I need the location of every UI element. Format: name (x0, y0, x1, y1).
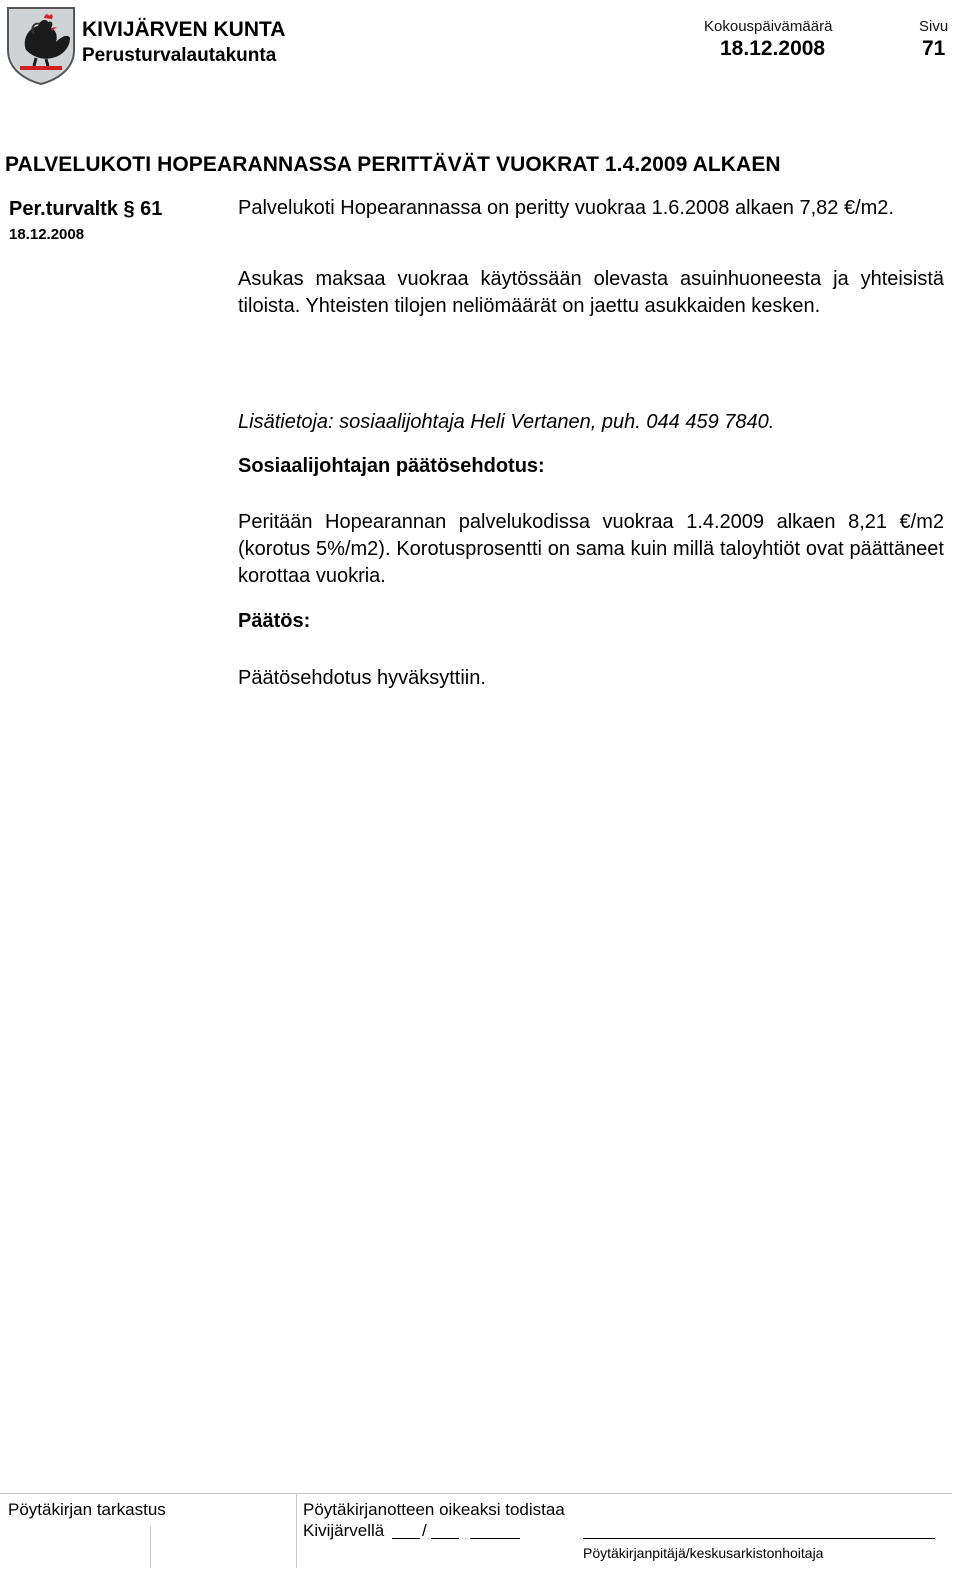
place-label: Kivijärvellä (303, 1521, 385, 1540)
coat-of-arms-rooster-icon (4, 4, 78, 86)
signer-title: Pöytäkirjanpitäjä/keskusarkistonhoitaja (583, 1545, 824, 1561)
decision-heading: Päätös: (238, 610, 311, 632)
certify-label: Pöytäkirjanotteen oikeaksi todistaa (303, 1500, 565, 1519)
footer-divider (150, 1526, 151, 1568)
page-number: 71 (922, 37, 946, 60)
signature-line (583, 1538, 935, 1539)
date-year-blank (470, 1538, 520, 1539)
meeting-date-label: Kokouspäivämäärä (704, 18, 833, 35)
section-date: 18.12.2008 (9, 226, 85, 243)
organization-name: KIVIJÄRVEN KUNTA (82, 18, 286, 41)
footer-divider (296, 1493, 297, 1568)
page-label: Sivu (919, 18, 949, 35)
proposal-heading: Sosiaalijohtajan päätösehdotus: (238, 455, 545, 477)
date-separator: / (422, 1521, 427, 1540)
committee-name: Perusturvalautakunta (82, 45, 277, 66)
contact-info: Lisätietoja: sosiaalijohtaja Heli Vertanen, puh. 044 459 7840. (238, 411, 775, 433)
meeting-date: 18.12.2008 (720, 37, 826, 60)
decision-text: Päätösehdotus hyväksyttiin. (238, 667, 486, 689)
review-label: Pöytäkirjan tarkastus (8, 1500, 166, 1519)
paragraph-rent-basis: Asukas maksaa vuokraa käytössään olevasta asuinhuoneesta ja yhteisistä tiloista. Yhteisten tilojen neliömäärät on jaettu asukkaiden kesken. (238, 268, 944, 317)
date-month-blank (431, 1538, 459, 1539)
section-reference: Per.turvaltk § 61 (9, 198, 163, 220)
document-title: PALVELUKOTI HOPEARANNASSA PERITTÄVÄT VUOKRAT 1.4.2009 ALKAEN (5, 153, 781, 176)
paragraph-previous-rent: Palvelukoti Hopearannassa on peritty vuokraa 1.6.2008 alkaen 7,82 €/m2. (238, 197, 894, 219)
proposal-text: Peritään Hopearannan palvelukodissa vuokraa 1.4.2009 alkaen 8,21 €/m2 (korotus 5%/m2). Korotusprosentti on sama kuin millä taloyhtiöt ovat päättäneet korottaa vuokria. (238, 511, 944, 587)
date-day-blank (392, 1538, 420, 1539)
